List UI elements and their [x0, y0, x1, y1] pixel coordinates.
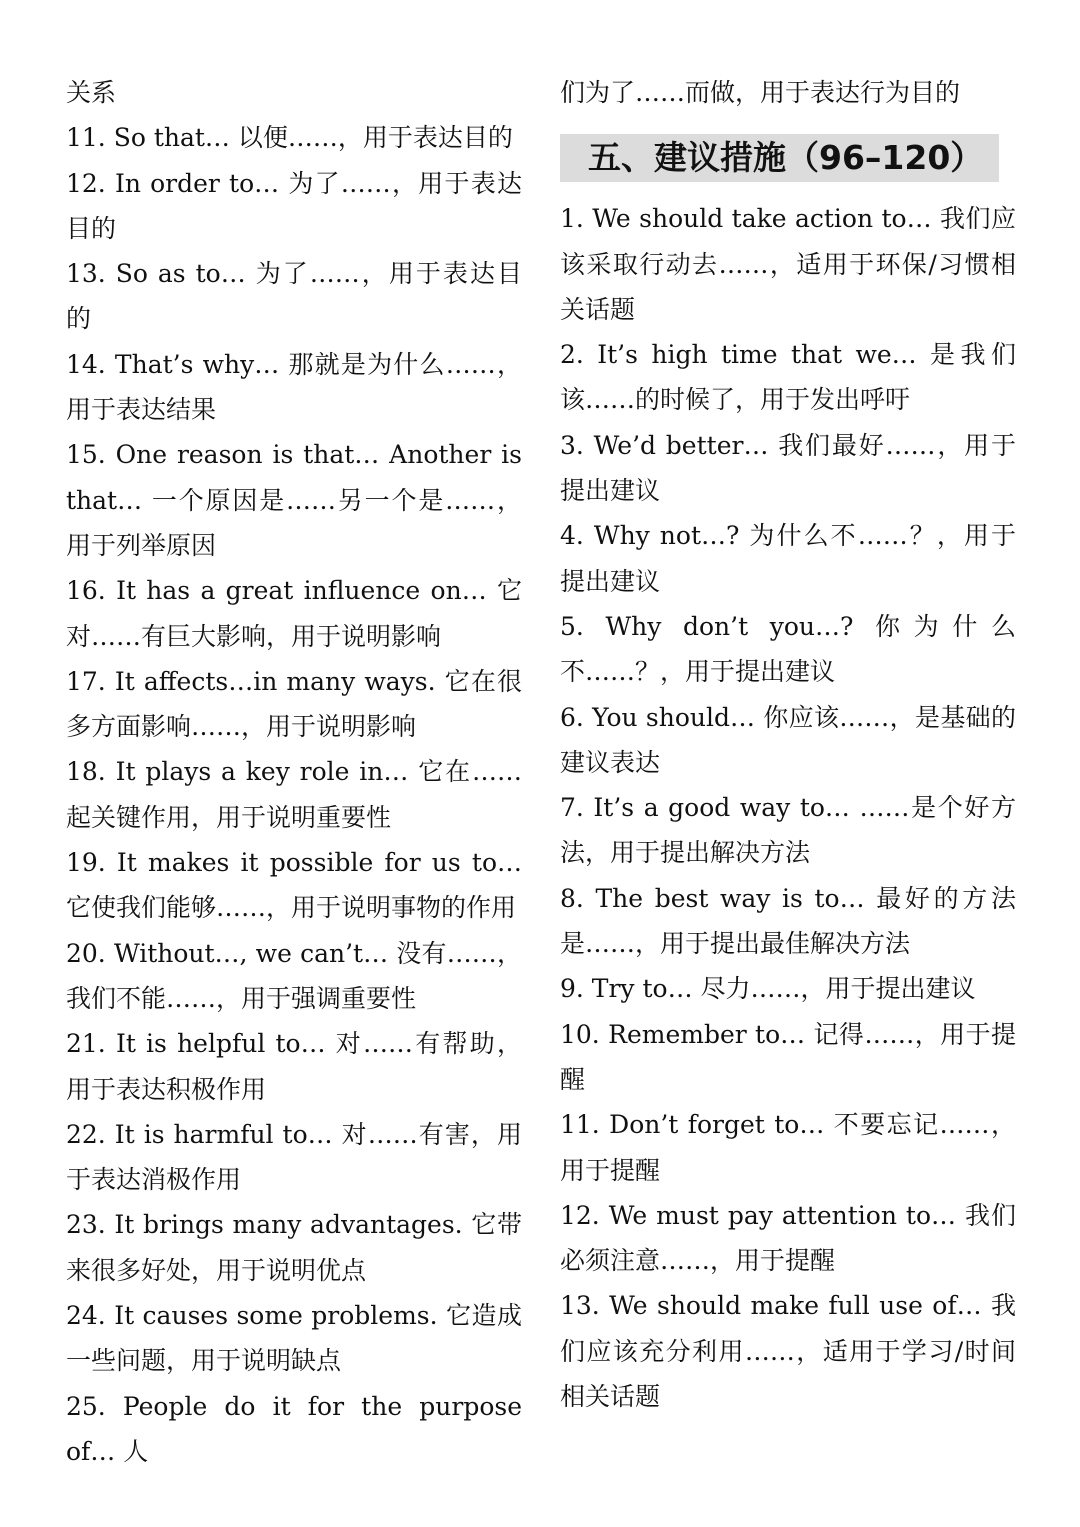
- suggestion-entry-5: 5. Why don’t you…? 你为什么不……？，用于提出建议: [560, 611, 1016, 687]
- phrase-entry-23: 23. It brings many advantages. 它带来很多好处，用于说明优点: [66, 1210, 522, 1285]
- phrase-entry-15: 15. One reason is that… Another is that… 一个原因是……另一个是……，用于列举原因: [66, 440, 522, 560]
- phrase-entry-25: 25. People do it for the purpose of… 人: [66, 1391, 522, 1466]
- phrase-entry-18: 18. It plays a key role in… 它在……起关键作用，用于说明重要性: [66, 757, 522, 832]
- suggestion-entry-13: 13. We should make full use of… 我们应该充分利用……，适用于学习/时间相关话题: [560, 1291, 1016, 1412]
- phrase-entry-20: 20. Without…, we can’t… 没有……，我们不能……，用于强调重要性: [66, 938, 522, 1013]
- section-heading: 五、建议措施（96–120）: [560, 134, 999, 182]
- suggestion-entry-9: 9. Try to… 尽力……，用于提出建议: [560, 974, 976, 1004]
- phrase-entry-19: 19. It makes it possible for us to… 它使我们能够……，用于说明事物的作用: [66, 848, 522, 923]
- phrase-entry-11: 11. So that… 以便……，用于表达目的: [66, 123, 513, 153]
- suggestion-entry-4: 4. Why not…? 为什么不……？，用于提出建议: [560, 521, 1016, 596]
- left-column: [66, 70, 522, 1474]
- continued-text: 们为了……而做，用于表达行为目的: [560, 78, 961, 107]
- phrase-entry-17: 17. It affects…in many ways. 它在很多方面影响……，用于说明影响: [66, 666, 522, 742]
- phrase-entry-21: 21. It is helpful to… 对……有帮助，用于表达积极作用: [66, 1029, 522, 1104]
- phrase-entry-24: 24. It causes some problems. 它造成一些问题，用于说明缺点: [66, 1301, 522, 1376]
- suggestion-entry-2: 2. It’s high time that we… 是我们该……的时候了，用于发出呼吁: [560, 340, 1016, 415]
- phrase-entry-14: 14. That’s why… 那就是为什么……，用于表达结果: [66, 349, 522, 425]
- suggestion-entry-7: 7. It’s a good way to… ……是个好方法，用于提出解决方法: [560, 793, 1016, 868]
- phrase-entry-16: 16. It has a great influence on… 它对……有巨大影响，用于说明影响: [66, 576, 522, 651]
- suggestion-entry-12: 12. We must pay attention to… 我们必须注意……，用于提醒: [560, 1200, 1016, 1276]
- suggestion-entry-8: 8. The best way is to… 最好的方法是……，用于提出最佳解决方法: [560, 883, 1016, 959]
- phrase-entry-12: 12. In order to… 为了……，用于表达目的: [66, 168, 522, 243]
- right-column: [560, 70, 1016, 1419]
- suggestion-entry-6: 6. You should… 你应该……，是基础的建议表达: [560, 702, 1016, 777]
- suggestion-entry-10: 10. Remember to… 记得……，用于提醒: [560, 1019, 1016, 1094]
- suggestion-entry-1: 1. We should take action to… 我们应该采取行动去……，适用于环保/习惯相关话题: [560, 204, 1016, 324]
- continued-text: 关系: [66, 78, 117, 107]
- phrase-entry-22: 22. It is harmful to… 对……有害，用于表达消极作用: [66, 1119, 522, 1195]
- suggestion-entry-11: 11. Don’t forget to… 不要忘记……，用于提醒: [560, 1110, 1016, 1185]
- suggestion-entry-3: 3. We’d better… 我们最好……，用于提出建议: [560, 430, 1016, 506]
- phrase-entry-13: 13. So as to… 为了……，用于表达目的: [66, 259, 522, 334]
